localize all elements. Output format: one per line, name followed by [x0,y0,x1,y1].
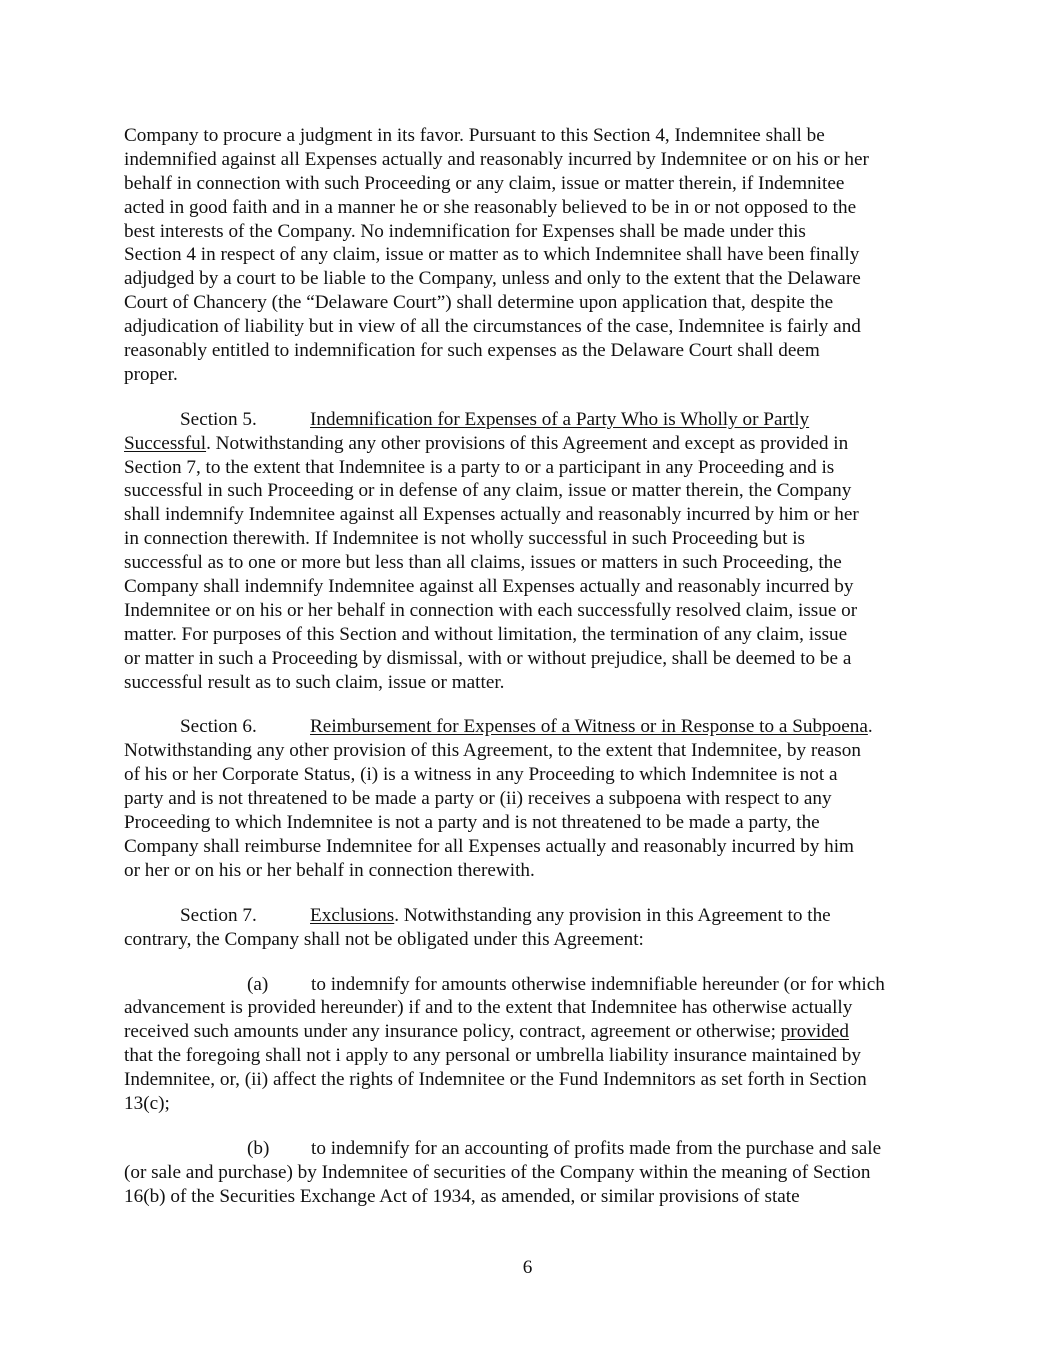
text-line: contrary, the Company shall not be obligated under this Agreement: [124,928,644,950]
page-number: 6 [522,1257,533,1278]
text-line: or matter in such a Proceeding by dismissal, with or without prejudice, shall be deemed to be a [124,647,852,669]
text-line: matter. For purposes of this Section and without limitation, the termination of any claim, issue [124,623,848,645]
text-line: 13(c); [124,1092,170,1114]
text-line: indemnified against all Expenses actually and reasonably incurred by Indemnitee or on his or her [124,148,869,170]
text-line: Notwithstanding any other provision of this Agreement, to the extent that Indemnitee, by reason [124,740,861,762]
section-6-title: Reimbursement for Expenses of a Witness or in Response to a Subpoena [310,716,868,738]
text-line: Court of Chancery (the “Delaware Court”) shall determine upon application that, despite the [124,292,834,314]
text-line: Indemnitee, or, (ii) affect the rights of Indemnitee or the Fund Indemnitors as set forth in Section [124,1069,867,1091]
text-line: reasonably entitled to indemnification for such expenses as the Delaware Court shall deem [124,340,820,362]
text-line: Section 4 in respect of any claim, issue or matter as to which Indemnitee shall have been finally [124,244,860,266]
provided-term: provided [780,1021,849,1043]
section-5-title-continued: Successful [124,432,207,454]
text-line: behalf in connection with such Proceeding or any claim, issue or matter therein, if Indemnitee [124,172,845,194]
text-line: or her or on his or her behalf in connection therewith. [124,859,535,881]
clause-a-label: (a) [247,973,269,995]
text-line: successful result as to such claim, issue or matter. [124,671,505,693]
clause-b [124,1137,932,1209]
section-7-number: Section 7. [180,904,257,926]
text-line: in connection therewith. If Indemnitee is not wholly successful in such Proceeding but is [124,528,806,550]
clause-a [124,973,932,1116]
section-7-title: Exclusions [310,904,395,926]
section-5 [124,408,932,695]
text-line: adjudication of liability but in view of all the circumstances of the case, Indemnitee is fairly and [124,316,861,338]
text-line: successful in such Proceeding or in defense of any claim, issue or matter therein, the Company [124,480,852,502]
text-line: Proceeding to which Indemnitee is not a party and is not threatened to be made a party, the [124,812,820,834]
document-page [124,124,932,1209]
text-line: received such amounts under any insurance policy, contract, agreement or otherwise; provided [124,1021,849,1043]
text-line: that the foregoing shall not i apply to any personal or umbrella liability insurance maintained by [124,1045,861,1067]
text-line: Company shall indemnify Indemnitee against all Expenses actually and reasonably incurred by [124,576,854,598]
text-line: acted in good faith and in a manner he or she reasonably believed to be in or not opposed to the [124,196,857,218]
text-line: (or sale and purchase) by Indemnitee of securities of the Company within the meaning of Section [124,1161,871,1183]
section-4-continuation [124,124,932,387]
section-7-heading-line: Section 7. Exclusions. Notwithstanding any provision in this Agreement to the [124,904,932,928]
section-7 [124,904,932,952]
text-line: party and is not threatened to be made a party or (ii) receives a subpoena with respect to any [124,788,832,810]
text-line: successful as to one or more but less than all claims, issues or matters in such Proceeding, the [124,552,842,574]
text-line: shall indemnify Indemnitee against all Expenses actually and reasonably incurred by him or her [124,504,859,526]
section-6-heading-line: Section 6. Reimbursement for Expenses of a Witness or in Response to a Subpoena. [124,715,932,739]
text-line: proper. [124,363,178,385]
clause-b-first-line: (b) to indemnify for an accounting of profits made from the purchase and sale [124,1137,932,1161]
text-line: Successful. Notwithstanding any other provisions of this Agreement and except as provided in [124,432,849,454]
text-line: adjudged by a court to be liable to the Company, unless and only to the extent that the Delaware [124,268,861,290]
clause-b-label: (b) [247,1137,270,1159]
text-line: Company to procure a judgment in its favor. Pursuant to this Section 4, Indemnitee shall be [124,125,825,146]
text-line: of his or her Corporate Status, (i) is a witness in any Proceeding to which Indemnitee is not a [124,764,838,786]
section-5-title: Indemnification for Expenses of a Party Who is Wholly or Partly [310,408,810,430]
clause-a-first-line: (a) to indemnify for amounts otherwise indemnifiable hereunder (or for which [124,973,932,997]
section-5-number: Section 5. [180,408,257,430]
text-line: advancement is provided hereunder) if and to the extent that Indemnitee has otherwise actually [124,997,853,1019]
text-line: Indemnitee or on his or her behalf in connection with each successfully resolved claim, issue or [124,599,858,621]
text-line: Section 7, to the extent that Indemnitee is a party to or a participant in any Proceeding and is [124,456,835,478]
section-6-number: Section 6. [180,716,257,738]
section-6 [124,715,932,882]
text-line: Company shall reimburse Indemnitee for all Expenses actually and reasonably incurred by him [124,835,854,857]
text-line: best interests of the Company. No indemnification for Expenses shall be made under this [124,220,806,242]
section-5-heading-line [124,408,932,432]
text-line: 16(b) of the Securities Exchange Act of 1934, as amended, or similar provisions of state [124,1185,800,1207]
